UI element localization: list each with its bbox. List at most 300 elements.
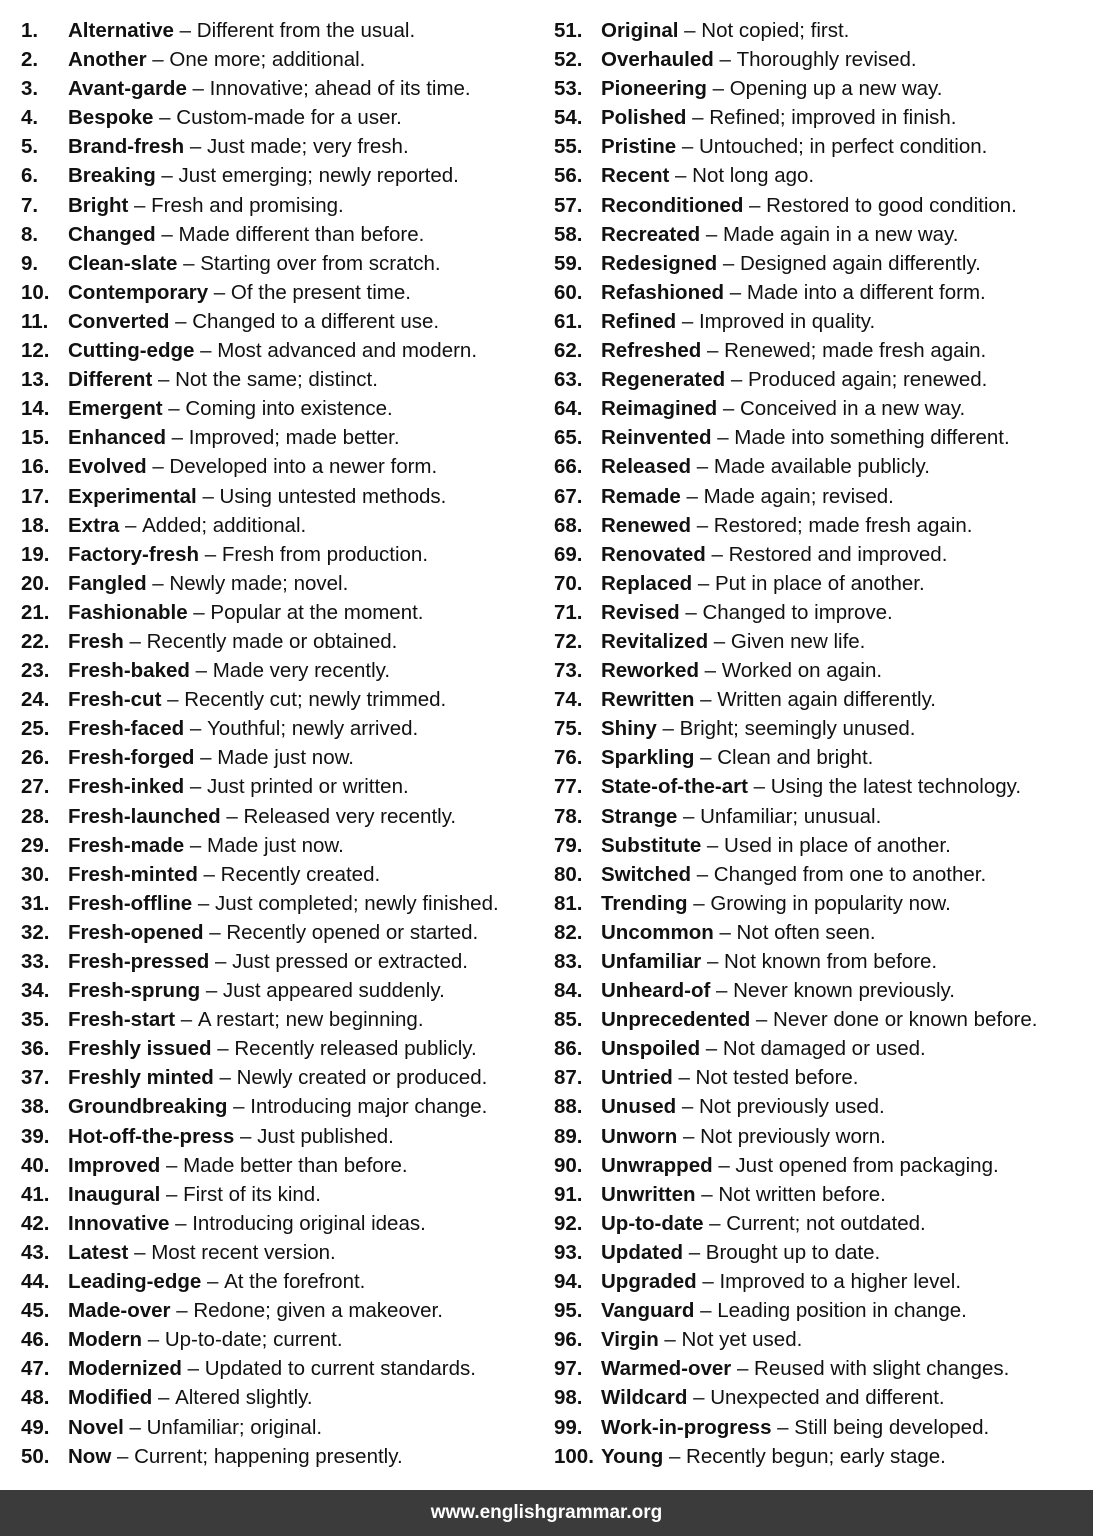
list-item-word: Upgraded: [601, 1270, 697, 1294]
list-item: [554, 452, 1084, 481]
list-item: [554, 976, 1084, 1005]
list-item: [554, 1034, 1084, 1063]
list-item-number: 77.: [554, 775, 583, 799]
list-item-separator: –: [184, 717, 208, 741]
list-item-separator: –: [701, 833, 725, 857]
list-item-definition: Just made; very fresh.: [206, 135, 409, 159]
list-item: [554, 161, 1084, 190]
list-item-number: 11.: [21, 309, 49, 333]
list-item-separator: –: [173, 19, 197, 42]
list-item: [21, 45, 541, 74]
list-item-separator: –: [731, 1357, 755, 1381]
list-item-number: 5.: [21, 135, 39, 159]
list-item-definition: Restored; made fresh again.: [713, 513, 973, 537]
list-item-number: 64.: [554, 397, 583, 421]
list-item-number: 86.: [554, 1037, 583, 1061]
list-item-word: Uncommon: [601, 920, 714, 944]
list-item-word: Clean-slate: [68, 251, 178, 275]
list-item: [554, 1209, 1084, 1238]
list-item-number: 41.: [21, 1182, 50, 1206]
list-item-number: 15.: [21, 426, 50, 450]
list-item-definition: Not the same; distinct.: [175, 368, 378, 392]
list-item-definition: Most advanced and modern.: [217, 339, 478, 363]
list-item: [21, 16, 541, 45]
list-item-word: Pristine: [601, 135, 677, 159]
list-item-number: 87.: [554, 1066, 583, 1090]
list-item-word: Reimagined: [601, 397, 718, 421]
list-item: [554, 1180, 1084, 1209]
list-item-definition: Recently made or obtained.: [146, 629, 398, 653]
list-item-number: 14.: [21, 397, 50, 421]
list-item-word: Reworked: [601, 659, 699, 683]
list-item-separator: –: [186, 77, 210, 101]
list-item: [554, 889, 1084, 918]
list-item-definition: Recently opened or started.: [226, 920, 479, 944]
list-item-word: Latest: [68, 1240, 129, 1264]
list-item-separator: –: [694, 1299, 718, 1323]
list-item-definition: Never done or known before.: [773, 1008, 1038, 1032]
word-list-column-right: [554, 16, 1084, 1471]
list-item: [21, 1209, 541, 1238]
list-item-number: 2.: [21, 48, 39, 72]
list-item-separator: –: [189, 659, 213, 683]
list-item: [21, 598, 541, 627]
list-item: [21, 511, 541, 540]
list-item-definition: Coming into existence.: [185, 397, 393, 421]
list-item-word: Fresh-minted: [68, 862, 198, 886]
list-item: [554, 831, 1084, 860]
list-item-word: State-of-the-art: [601, 775, 748, 799]
list-item-word: Contemporary: [68, 280, 209, 304]
list-item-separator: –: [703, 1211, 727, 1235]
list-item-number: 99.: [554, 1415, 583, 1439]
list-item: [554, 16, 1084, 45]
list-item-separator: –: [177, 251, 201, 275]
list-item-definition: Just completed; newly finished.: [214, 891, 499, 915]
list-item: [554, 1383, 1084, 1412]
list-item: [21, 74, 541, 103]
list-item-word: Unwritten: [601, 1182, 696, 1206]
list-item-word: Brand-fresh: [68, 135, 185, 159]
list-item-definition: Made into a different form.: [746, 280, 986, 304]
list-item-number: 71.: [554, 600, 583, 624]
list-item: [554, 1267, 1084, 1296]
list-item: [21, 1442, 541, 1471]
list-item-definition: Different from the usual.: [196, 19, 416, 42]
list-item-definition: Just published.: [257, 1124, 394, 1148]
list-item-separator: –: [123, 629, 147, 653]
list-item-number: 74.: [554, 688, 583, 712]
list-item: [21, 220, 541, 249]
list-item: [21, 1267, 541, 1296]
list-item-word: Unwrapped: [601, 1153, 713, 1177]
list-item: [21, 161, 541, 190]
list-item-number: 66.: [554, 455, 583, 479]
list-item-number: 3.: [21, 77, 39, 101]
list-item-number: 37.: [21, 1066, 50, 1090]
list-item-word: Fresh-offline: [68, 891, 193, 915]
list-item-word: Strange: [601, 804, 678, 828]
list-item-separator: –: [199, 542, 222, 566]
list-item-word: Refined: [601, 309, 677, 333]
list-item: [21, 860, 541, 889]
list-item-number: 96.: [554, 1328, 583, 1352]
list-item-separator: –: [695, 1182, 719, 1206]
list-item-separator: –: [128, 1240, 152, 1264]
list-item-separator: –: [691, 455, 714, 479]
list-item-definition: Unfamiliar; unusual.: [700, 804, 882, 828]
list-item-word: Virgin: [601, 1328, 659, 1352]
list-item-word: Trending: [601, 891, 688, 915]
list-item-word: Fresh-made: [68, 833, 185, 857]
list-item-number: 55.: [554, 135, 583, 159]
list-item-separator: –: [187, 600, 211, 624]
list-item-definition: Thoroughly revised.: [736, 48, 917, 72]
list-item-number: 60.: [554, 280, 583, 304]
list-item-number: 48.: [21, 1386, 50, 1410]
list-item-number: 53.: [554, 77, 583, 101]
list-item-word: Freshly minted: [68, 1066, 214, 1090]
list-item-separator: –: [184, 775, 207, 799]
list-item: [554, 1238, 1084, 1267]
list-item: [21, 1122, 541, 1151]
list-item-separator: –: [678, 19, 702, 42]
list-item-definition: Not yet used.: [681, 1328, 803, 1352]
list-item: [554, 743, 1084, 772]
list-item: [554, 336, 1084, 365]
list-item-separator: –: [209, 950, 233, 973]
list-item-word: Wildcard: [601, 1386, 688, 1410]
list-item-definition: Restored and improved.: [728, 542, 948, 566]
list-item: [554, 598, 1084, 627]
list-item-number: 84.: [554, 979, 583, 1003]
list-item: [21, 1354, 541, 1383]
list-item-separator: –: [686, 106, 710, 130]
list-item-separator: –: [710, 979, 734, 1003]
list-item-definition: One more; additional.: [169, 48, 366, 72]
list-item-number: 1.: [21, 19, 39, 42]
list-item-separator: –: [712, 1153, 736, 1177]
list-item-separator: –: [220, 804, 244, 828]
list-item-separator: –: [169, 1211, 193, 1235]
list-item-definition: At the forefront.: [224, 1270, 366, 1294]
list-item-word: Renovated: [601, 542, 706, 566]
list-item-definition: Not long ago.: [692, 164, 815, 188]
list-item-separator: –: [160, 1182, 184, 1206]
list-item-number: 45.: [21, 1299, 50, 1323]
list-item-word: Warmed-over: [601, 1357, 732, 1381]
list-item-definition: Using the latest technology.: [770, 775, 1022, 799]
list-item-definition: Still being developed.: [794, 1415, 990, 1439]
list-item-separator: –: [713, 48, 737, 72]
list-item: [21, 1005, 541, 1034]
list-item-definition: Leading position in change.: [717, 1299, 967, 1323]
list-item-word: Fresh-baked: [68, 659, 190, 683]
list-item-separator: –: [691, 513, 714, 537]
list-item-word: Recreated: [601, 222, 701, 246]
list-item-definition: Just pressed or extracted.: [232, 950, 468, 973]
list-item-definition: Unexpected and different.: [710, 1386, 945, 1410]
list-item: [554, 1442, 1084, 1471]
list-item-number: 29.: [21, 833, 50, 857]
list-item-separator: –: [196, 484, 220, 508]
list-item-separator: –: [692, 571, 715, 595]
list-item-number: 92.: [554, 1211, 583, 1235]
list-item-word: Work-in-progress: [601, 1415, 772, 1439]
list-item-word: Groundbreaking: [68, 1095, 228, 1119]
list-item-definition: Not tested before.: [695, 1066, 859, 1090]
list-item-separator: –: [123, 1415, 147, 1439]
list-item-separator: –: [677, 1124, 701, 1148]
list-item-word: Untried: [601, 1066, 673, 1090]
list-item-number: 58.: [554, 222, 583, 246]
list-item-definition: Using untested methods.: [219, 484, 447, 508]
footer-website-link[interactable]: www.englishgrammar.org: [430, 1502, 663, 1523]
list-item-separator: –: [155, 164, 179, 188]
list-item-definition: Reused with slight changes.: [754, 1357, 1010, 1381]
list-item: [554, 860, 1084, 889]
list-item-separator: –: [200, 979, 223, 1003]
list-item-number: 61.: [554, 309, 583, 333]
list-item-number: 18.: [21, 513, 50, 537]
list-item-word: Leading-edge: [68, 1270, 202, 1294]
list-item-definition: Redone; given a makeover.: [193, 1299, 443, 1323]
list-item-separator: –: [128, 193, 152, 217]
list-item-number: 32.: [21, 920, 50, 944]
list-item-separator: –: [711, 426, 735, 450]
list-item-separator: –: [698, 659, 722, 683]
list-item: [554, 1151, 1084, 1180]
list-item-separator: –: [677, 804, 701, 828]
list-item-definition: First of its kind.: [183, 1182, 321, 1206]
list-item: [554, 45, 1084, 74]
list-item-number: 42.: [21, 1211, 50, 1235]
list-item-word: Different: [68, 368, 153, 392]
list-item-separator: –: [146, 455, 170, 479]
list-item-word: Improved: [68, 1153, 161, 1177]
list-item-word: Refashioned: [601, 280, 725, 304]
list-item-definition: Renewed; made fresh again.: [724, 339, 987, 363]
list-item-number: 28.: [21, 804, 50, 828]
list-item-definition: Made very recently.: [212, 659, 391, 683]
list-item-word: Fresh-launched: [68, 804, 221, 828]
list-item-number: 33.: [21, 950, 50, 973]
list-item-word: Fresh-opened: [68, 920, 204, 944]
list-item-definition: Just emerging; newly reported.: [178, 164, 459, 188]
list-item-word: Factory-fresh: [68, 542, 200, 566]
list-item-separator: –: [146, 571, 170, 595]
list-item-definition: Made again; revised.: [703, 484, 894, 508]
list-item-separator: –: [713, 920, 737, 944]
list-item: [21, 627, 541, 656]
list-item-word: Bespoke: [68, 106, 154, 130]
list-item: [554, 1092, 1084, 1121]
list-item: [554, 103, 1084, 132]
list-item-word: Polished: [601, 106, 687, 130]
list-item-separator: –: [696, 1270, 720, 1294]
list-item: [21, 743, 541, 772]
list-item-number: 35.: [21, 1008, 50, 1032]
list-item-number: 83.: [554, 950, 583, 973]
list-item-separator: –: [201, 1270, 225, 1294]
list-item-definition: Made just now.: [207, 833, 344, 857]
list-item-separator: –: [234, 1124, 258, 1148]
list-item-word: Reinvented: [601, 426, 712, 450]
list-item-number: 98.: [554, 1386, 583, 1410]
list-item-word: Regenerated: [601, 368, 726, 392]
list-item-number: 94.: [554, 1270, 583, 1294]
list-item-word: Innovative: [68, 1211, 170, 1235]
footer-bar: [0, 1490, 1093, 1536]
list-item: [21, 1034, 541, 1063]
list-item-definition: Growing in popularity now.: [710, 891, 951, 915]
list-item-definition: Brought up to date.: [705, 1240, 881, 1264]
list-item-word: Unspoiled: [601, 1037, 701, 1061]
list-item-separator: –: [669, 164, 693, 188]
list-item: [554, 569, 1084, 598]
list-item-number: 88.: [554, 1095, 583, 1119]
list-item-word: Now: [68, 1444, 112, 1468]
list-item-word: Fresh-inked: [68, 775, 185, 799]
list-item-definition: Recently cut; newly trimmed.: [184, 688, 447, 712]
list-item-number: 19.: [21, 542, 50, 566]
list-item-definition: Most recent version.: [151, 1240, 336, 1264]
list-item-word: Fresh-sprung: [68, 979, 201, 1003]
list-item-separator: –: [717, 251, 740, 275]
list-item-definition: Updated to current standards.: [204, 1357, 476, 1381]
list-item-word: Pioneering: [601, 77, 707, 101]
list-item-word: Evolved: [68, 455, 147, 479]
list-item: [21, 132, 541, 161]
list-item-separator: –: [750, 1008, 774, 1032]
list-item-definition: Improved in quality.: [698, 309, 876, 333]
list-item-separator: –: [683, 1240, 706, 1264]
list-item: [21, 1413, 541, 1442]
list-item-number: 73.: [554, 659, 583, 683]
list-item-number: 79.: [554, 833, 583, 857]
list-item-definition: Developed into a newer form.: [169, 455, 438, 479]
list-item-word: Released: [601, 455, 692, 479]
list-item-number: 59.: [554, 251, 583, 275]
list-item-separator: –: [152, 1386, 176, 1410]
list-item-definition: Introducing major change.: [250, 1095, 488, 1119]
list-item-definition: Untouched; in perfect condition.: [699, 135, 988, 159]
list-item-number: 80.: [554, 862, 583, 886]
list-item-definition: Written again differently.: [717, 688, 936, 712]
list-item-number: 7.: [21, 193, 39, 217]
list-item: [21, 307, 541, 336]
list-item-number: 49.: [21, 1415, 50, 1439]
list-item: [21, 685, 541, 714]
list-item: [554, 1296, 1084, 1325]
list-item-number: 22.: [21, 629, 50, 653]
list-item-number: 20.: [21, 571, 50, 595]
list-item-definition: Custom-made for a user.: [176, 106, 402, 130]
list-item-word: Rewritten: [601, 688, 695, 712]
list-item-word: Substitute: [601, 833, 702, 857]
list-item-separator: –: [192, 891, 215, 915]
list-item-definition: Bright; seemingly unused.: [679, 717, 916, 741]
list-item-word: Another: [68, 48, 147, 72]
list-item-word: Recent: [601, 164, 670, 188]
list-item-separator: –: [162, 397, 186, 421]
list-item-separator: –: [175, 1008, 198, 1032]
list-item-definition: Recently begun; early stage.: [686, 1444, 946, 1468]
list-item-number: 76.: [554, 746, 583, 770]
list-item-definition: Just opened from packaging.: [735, 1153, 999, 1177]
list-item: [21, 540, 541, 569]
list-item-definition: Restored to good condition.: [766, 193, 1017, 217]
list-item-word: Freshly issued: [68, 1037, 212, 1061]
list-item-definition: Conceived in a new way.: [740, 397, 966, 421]
list-item-separator: –: [161, 688, 185, 712]
list-item-definition: Made again in a new way.: [722, 222, 959, 246]
list-item-definition: Recently released publicly.: [234, 1037, 477, 1061]
list-item-separator: –: [165, 426, 189, 450]
list-item-word: Modernized: [68, 1357, 182, 1381]
list-item-word: Alternative: [68, 19, 174, 42]
list-item-definition: Changed from one to another.: [713, 862, 987, 886]
list-item: [21, 1296, 541, 1325]
list-item-separator: –: [153, 106, 177, 130]
list-item-number: 36.: [21, 1037, 50, 1061]
list-item-number: 25.: [21, 717, 50, 741]
list-item-separator: –: [694, 688, 718, 712]
list-item-definition: Popular at the moment.: [210, 600, 424, 624]
list-item-number: 9.: [21, 251, 39, 275]
list-item-definition: Opening up a new way.: [729, 77, 943, 101]
list-item-word: Changed: [68, 222, 156, 246]
list-item-definition: Starting over from scratch.: [200, 251, 441, 275]
list-item-word: Modern: [68, 1328, 143, 1352]
list-item-separator: –: [676, 309, 699, 333]
list-item-separator: –: [146, 48, 170, 72]
list-item-definition: Made better than before.: [183, 1153, 408, 1177]
list-item-definition: Clean and bright.: [717, 746, 874, 770]
list-item: [21, 1383, 541, 1412]
list-item: [554, 802, 1084, 831]
list-item-number: 30.: [21, 862, 50, 886]
list-item-number: 82.: [554, 920, 583, 944]
list-item-definition: Not previously used.: [698, 1095, 885, 1119]
list-item-definition: Altered slightly.: [175, 1386, 313, 1410]
list-item: [21, 423, 541, 452]
list-item-number: 78.: [554, 804, 583, 828]
list-item: [21, 336, 541, 365]
list-item-separator: –: [771, 1415, 795, 1439]
list-item-separator: –: [184, 833, 208, 857]
list-item-number: 75.: [554, 717, 583, 741]
list-item: [554, 540, 1084, 569]
list-item-number: 69.: [554, 542, 583, 566]
list-item: [21, 365, 541, 394]
list-item-definition: A restart; new beginning.: [197, 1008, 424, 1032]
word-list-column-left: [21, 16, 541, 1471]
list-item-separator: –: [208, 280, 231, 304]
list-item-definition: Refined; improved in finish.: [709, 106, 957, 130]
list-item-definition: Given new life.: [730, 629, 866, 653]
list-item-word: Reconditioned: [601, 193, 744, 217]
list-item-word: Fresh-forged: [68, 746, 195, 770]
list-item: [554, 423, 1084, 452]
list-item-separator: –: [717, 397, 740, 421]
list-item: [554, 1354, 1084, 1383]
list-item-separator: –: [725, 368, 748, 392]
list-item-number: 62.: [554, 339, 583, 363]
list-item-separator: –: [705, 542, 729, 566]
list-item-definition: Innovative; ahead of its time.: [209, 77, 471, 101]
list-item-definition: Made available publicly.: [713, 455, 930, 479]
